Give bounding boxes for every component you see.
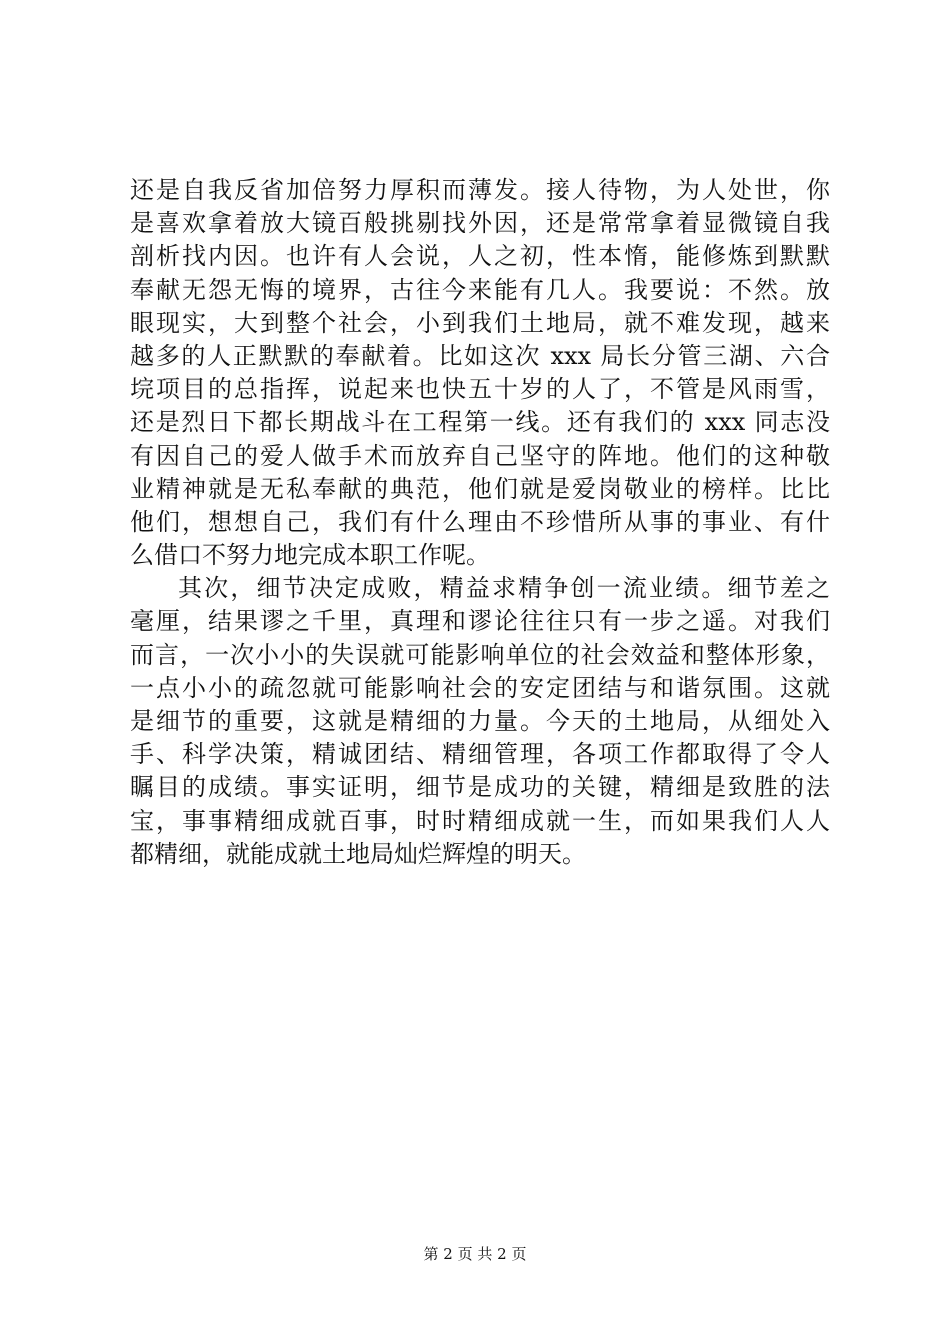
document-body bbox=[130, 174, 830, 871]
paragraph-1-line-9: 有因自己的爱人做手术而放弃自己坚守的阵地。他们的这种敬 bbox=[130, 441, 830, 470]
paragraph-2-line-2: 毫厘，结果谬之千里，真理和谬论往往只有一步之遥。对我们 bbox=[130, 607, 830, 636]
paragraph-1-line-10: 业精神就是无私奉献的典范，他们就是爱岗敬业的榜样。比比 bbox=[130, 474, 830, 503]
paragraph-2-line-9: 都精细，就能成就土地局灿烂辉煌的明天。 bbox=[130, 839, 586, 868]
paragraph-1-line-5: 眼现实，大到整个社会，小到我们土地局，就不难发现，越来 bbox=[130, 308, 830, 337]
paragraph-1-line-2: 是喜欢拿着放大镜百般挑剔找外因，还是常常拿着显微镜自我 bbox=[130, 209, 830, 238]
paragraph-2-line-7: 瞩目的成绩。事实证明，细节是成功的关键，精细是致胜的法 bbox=[130, 773, 830, 802]
paragraph-2-line-4: 一点小小的疏忽就可能影响社会的安定团结与和谐氛围。这就 bbox=[130, 673, 830, 702]
paragraph-2-line-3: 而言，一次小小的失误就可能影响单位的社会效益和整体形象， bbox=[130, 640, 830, 669]
page-number-footer: 第 2 页 共 2 页 bbox=[423, 1245, 527, 1263]
paragraph-1-line-7: 垸项目的总指挥，说起来也快五十岁的人了，不管是风雨雪， bbox=[130, 375, 830, 404]
paragraph-2-line-8: 宝，事事精细成就百事，时时精细成就一生，而如果我们人人 bbox=[130, 806, 830, 835]
paragraph-2-line-5: 是细节的重要，这就是精细的力量。今天的土地局，从细处入 bbox=[130, 707, 830, 735]
paragraph-1-line-6: 越多的人正默默的奉献着。比如这次 xxx 局长分管三湖、六合 bbox=[130, 341, 830, 370]
paragraph-2-line-1: 其次，细节决定成败，精益求精争创一流业绩。细节差之 bbox=[178, 574, 830, 603]
paragraph-1-line-12: 么借口不努力地完成本职工作呢。 bbox=[130, 541, 490, 570]
paragraph-1-line-3: 剖析找内因。也许有人会说，人之初，性本惰，能修炼到默默 bbox=[130, 242, 830, 271]
paragraph-1-line-1: 还是自我反省加倍努力厚积而薄发。接人待物，为人处世，你 bbox=[130, 176, 830, 204]
paragraph-2-line-6: 手、科学决策，精诚团结、精细管理，各项工作都取得了令人 bbox=[130, 740, 830, 769]
paragraph-1-line-8: 还是烈日下都长期战斗在工程第一线。还有我们的 xxx 同志没 bbox=[130, 408, 830, 437]
paragraph-1-line-11: 他们，想想自己，我们有什么理由不珍惜所从事的事业、有什 bbox=[130, 507, 830, 536]
paragraph-1-line-4: 奉献无怨无悔的境界，古往今来能有几人。我要说：不然。放 bbox=[130, 275, 830, 304]
